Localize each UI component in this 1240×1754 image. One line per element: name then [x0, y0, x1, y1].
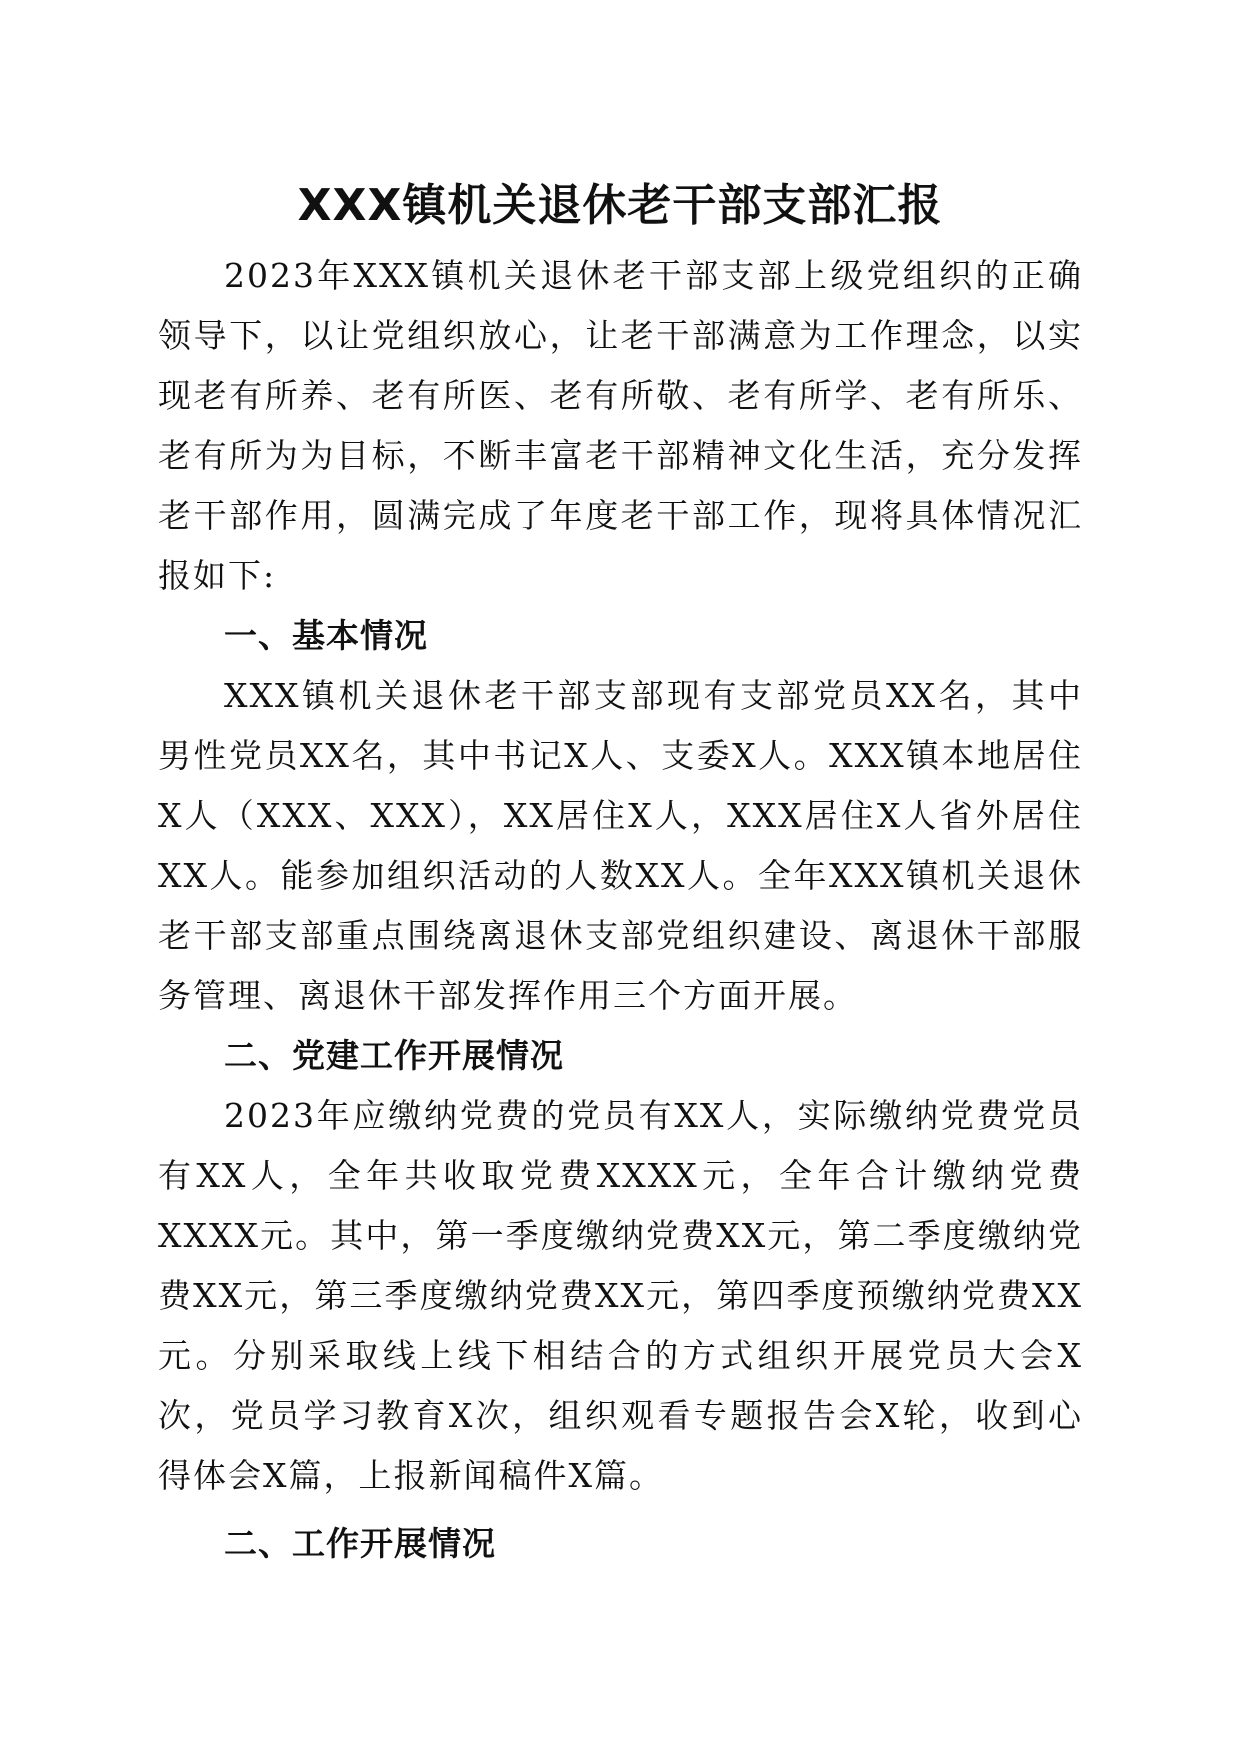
- section-paragraph-party-building: 2023年应缴纳党费的党员有XX人，实际缴纳党费党员有XX人，全年共收取党费XXXX元，全年合计缴纳党费XXXX元。其中，第一季度缴纳党费XX元，第二季度缴纳党费XX元，第三季度缴纳党费XX元，第四季度预缴纳党费XX元。分别采取线上线下相结合的方式组织开展党员大会X次，党员学习教育X次，组织观看专题报告会X轮，收到心得体会X篇，上报新闻稿件X篇。: [158, 1096, 1083, 1495]
- document-title: XXX镇机关退休老干部支部汇报: [297, 180, 943, 231]
- section-paragraph-basic-info: XXX镇机关退休老干部支部现有支部党员XX名，其中男性党员XX名，其中书记X人、支委X人。XXX镇本地居住X人（XXX、XXX），XX居住X人，XXX居住X人省外居住XX人。能参加组织活动的人数XX人。全年XXX镇机关退休老干部支部重点围绕离退休支部党组织建设、离退休干部服务管理、离退休干部发挥作用三个方面开展。: [158, 676, 1083, 1015]
- document-body: [158, 246, 1083, 1574]
- section-spacer: [158, 1506, 1083, 1514]
- intro-paragraph: 2023年XXX镇机关退休老干部支部上级党组织的正确领导下，以让党组织放心，让老干部满意为工作理念，以实现老有所养、老有所医、老有所敬、老有所学、老有所乐、老有所为为目标，不断丰富老干部精神文化生活，充分发挥老干部作用，圆满完成了年度老干部工作，现将具体情况汇报如下:: [158, 256, 1083, 595]
- section-heading-work: 二、工作开展情况: [224, 1524, 496, 1563]
- section-heading-basic-info: 一、基本情况: [224, 616, 428, 655]
- section-heading-party-building: 二、党建工作开展情况: [224, 1036, 564, 1075]
